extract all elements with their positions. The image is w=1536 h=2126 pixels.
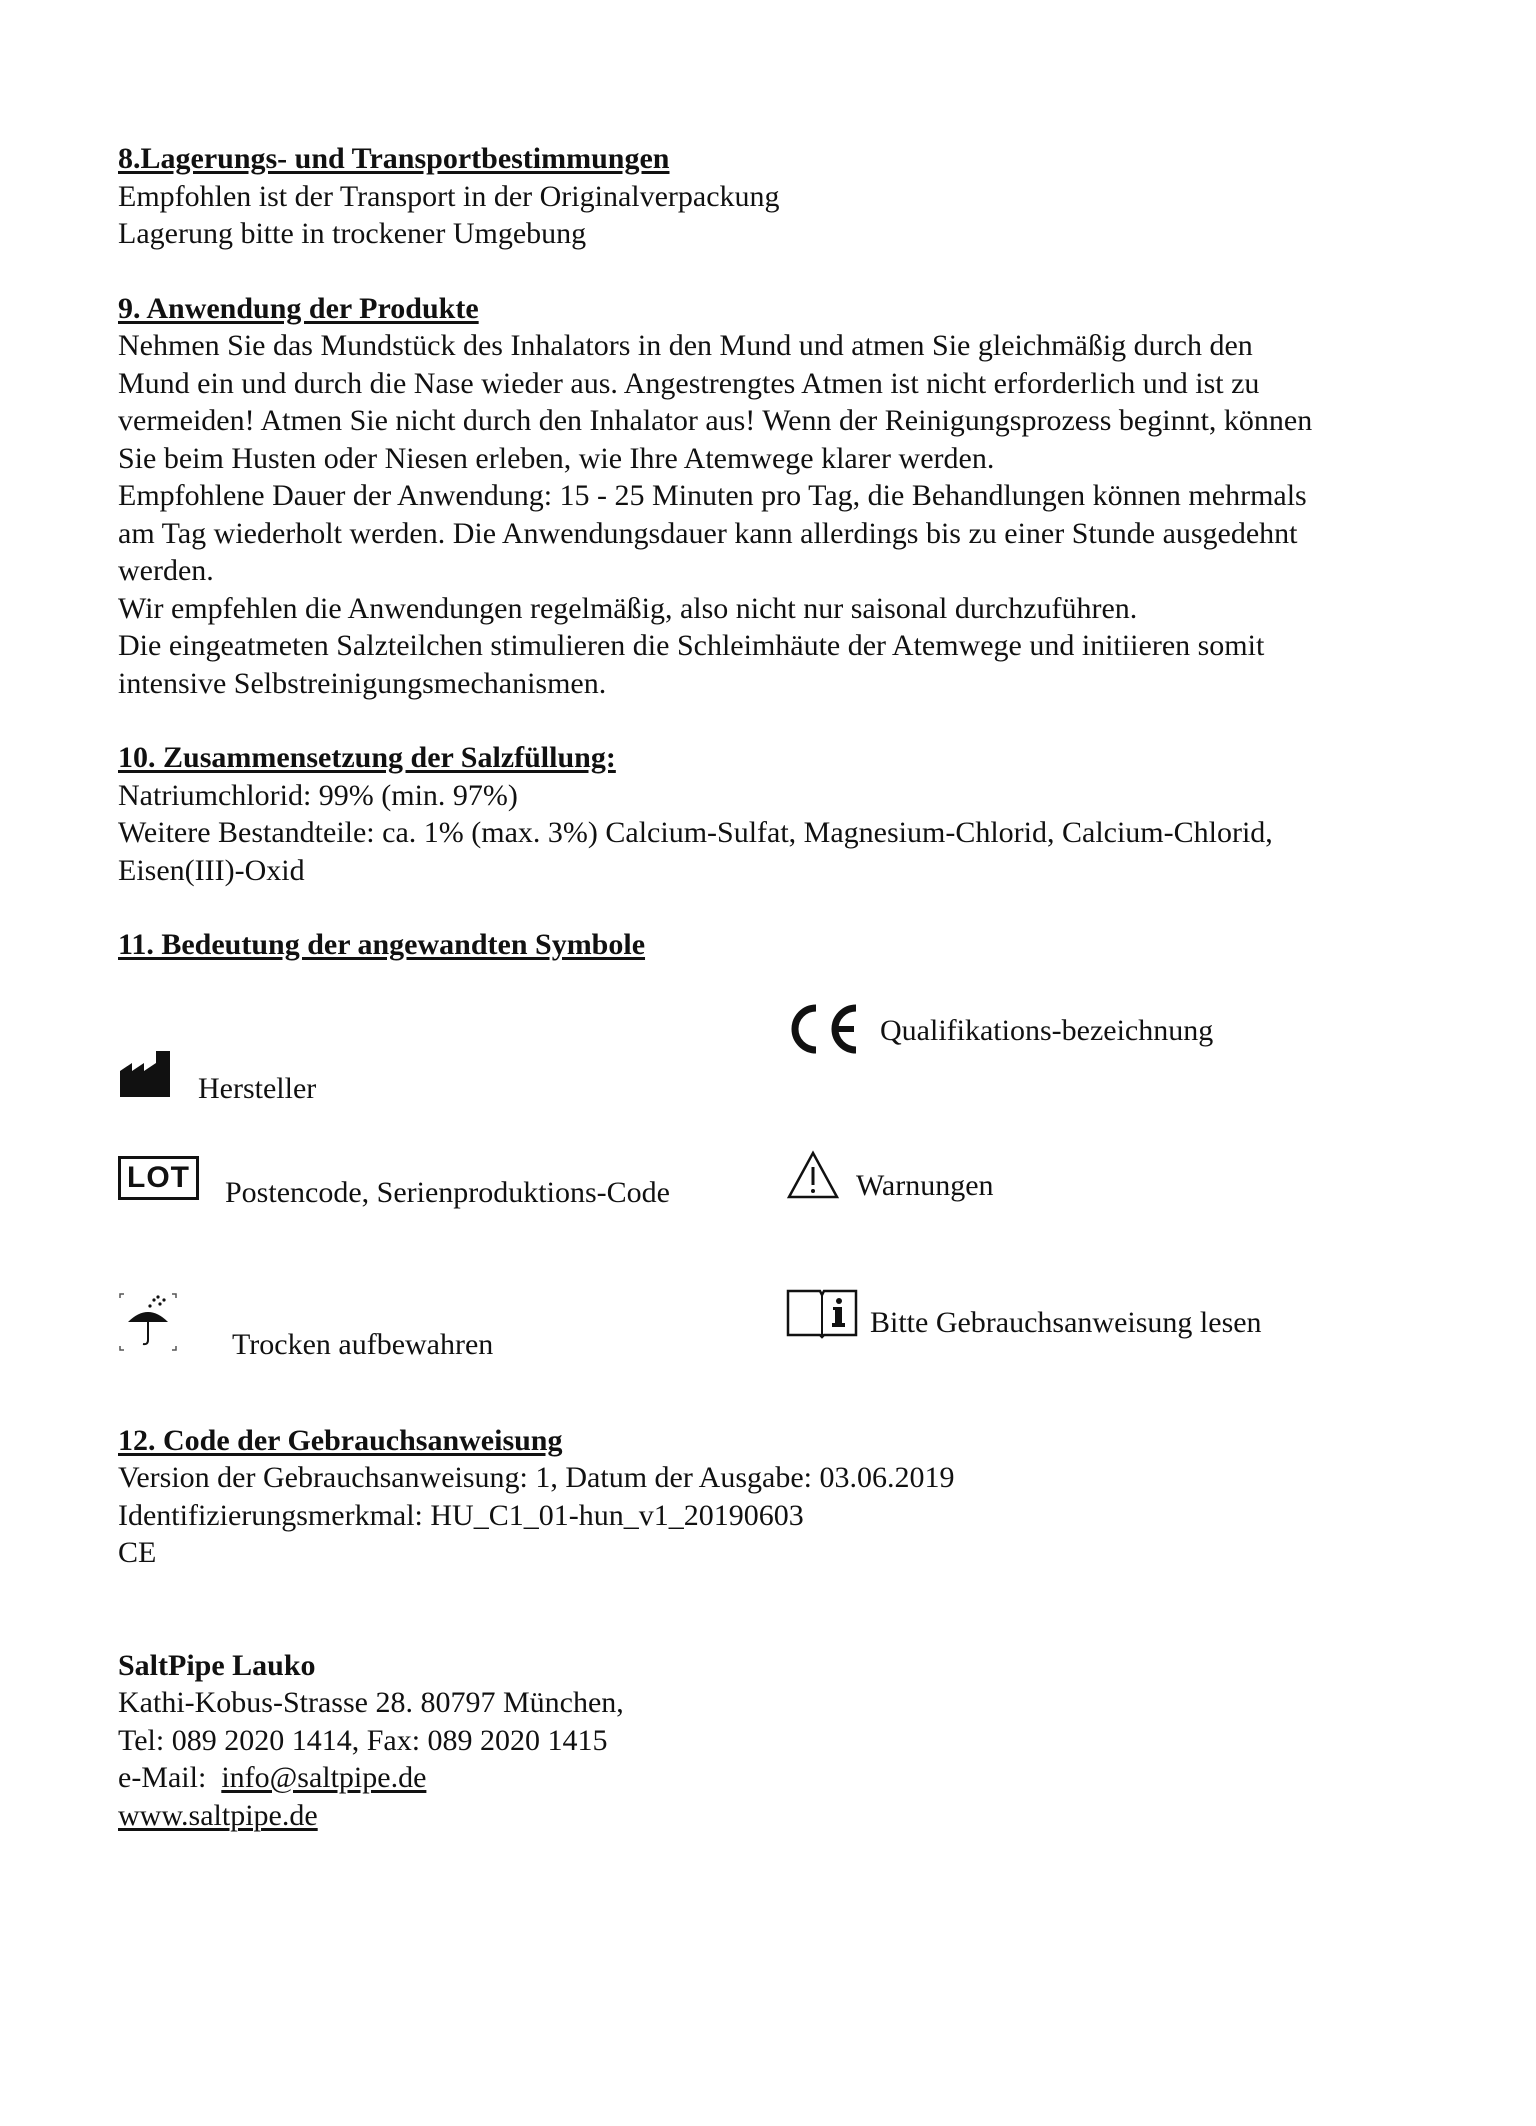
phone-fax: Tel: 089 2020 1414, Fax: 089 2020 1415 bbox=[118, 1723, 608, 1757]
lot-icon bbox=[118, 1156, 199, 1200]
text-line: Natriumchlorid: 99% (min. 97%) bbox=[118, 778, 518, 812]
section-usage bbox=[118, 290, 1438, 703]
text-line: Lagerung bitte in trockener Umgebung bbox=[118, 217, 587, 250]
symbol-dry bbox=[118, 1282, 493, 1364]
symbol-label: Bitte Gebrauchsanweisung lesen bbox=[870, 1305, 1262, 1339]
section-symbols bbox=[118, 926, 1438, 1384]
text-line: intensive Selbstreinigungsmechanismen. bbox=[118, 666, 607, 700]
section-heading: 10. Zusammensetzung der Salzfüllung: bbox=[118, 741, 616, 774]
email-line bbox=[118, 1759, 1438, 1797]
text-line: Empfohlen ist der Transport in der Originalverpackung bbox=[118, 179, 780, 213]
website-line bbox=[118, 1797, 1438, 1835]
symbol-manual bbox=[786, 1284, 1262, 1342]
symbols-grid bbox=[118, 964, 1438, 1384]
open-book-info-icon bbox=[786, 1285, 858, 1339]
symbol-label: Warnungen bbox=[856, 1168, 994, 1202]
email-label: e-Mail: bbox=[118, 1761, 222, 1794]
symbol-label: Hersteller bbox=[198, 1071, 317, 1105]
text-line: am Tag wiederholt werden. Die Anwendungsdauer kann allerdings bis zu einer Stunde ausgedehnt bbox=[118, 516, 1298, 550]
section-storage-transport bbox=[118, 140, 1438, 253]
lot-icon-text: LOT bbox=[127, 1161, 190, 1195]
text-line: Empfohlene Dauer der Anwendung: 15 - 25 Minuten pro Tag, die Behandlungen können mehrmals bbox=[118, 479, 1307, 512]
symbol-manufacturer bbox=[118, 1042, 316, 1108]
symbol-ce bbox=[786, 1002, 1213, 1056]
text-line: vermeiden! Atmen Sie nicht durch den Inhalator aus! Wenn der Reinigungsprozess beginnt, können bbox=[118, 404, 1313, 437]
section-manual-code bbox=[118, 1422, 1438, 1572]
text-line: Identifizierungsmerkmal: HU_C1_01-hun_v1_20190603 bbox=[118, 1498, 804, 1532]
text-line: Version der Gebrauchsanweisung: 1, Datum der Ausgabe: 03.06.2019 bbox=[118, 1461, 955, 1494]
text-line: Weitere Bestandteile: ca. 1% (max. 3%) Calcium-Sulfat, Magnesium-Chlorid, Calcium-Chlorid, bbox=[118, 816, 1273, 849]
website-link[interactable]: www.saltpipe.de bbox=[118, 1798, 318, 1832]
text-line: CE bbox=[118, 1536, 157, 1569]
text-line: Eisen(III)-Oxid bbox=[118, 853, 305, 887]
symbol-label: Postencode, Serienproduktions-Code bbox=[225, 1175, 670, 1209]
section-composition bbox=[118, 739, 1438, 889]
text-line: werden. bbox=[118, 554, 214, 587]
symbol-lot bbox=[118, 1146, 670, 1212]
symbol-warning bbox=[786, 1147, 994, 1205]
company-name: SaltPipe Lauko bbox=[118, 1648, 316, 1682]
text-line: Nehmen Sie das Mundstück des Inhalators in den Mund und atmen Sie gleichmäßig durch den bbox=[118, 329, 1253, 362]
section-heading: 12. Code der Gebrauchsanweisung bbox=[118, 1423, 563, 1457]
symbol-label: Trocken aufbewahren bbox=[232, 1327, 494, 1361]
warning-triangle-icon bbox=[786, 1150, 840, 1200]
factory-icon bbox=[118, 1049, 174, 1099]
text-line: Wir empfehlen die Anwendungen regelmäßig, also nicht nur saisonal durchzuführen. bbox=[118, 591, 1138, 625]
umbrella-rain-icon bbox=[118, 1292, 178, 1352]
text-line: Sie beim Husten oder Niesen erleben, wie Ihre Atemwege klarer werden. bbox=[118, 441, 995, 475]
section-heading: 11. Bedeutung der angewandten Symbole bbox=[118, 928, 646, 961]
address: Kathi-Kobus-Strasse 28. 80797 München, bbox=[118, 1686, 624, 1719]
section-heading: 8.Lagerungs- und Transportbestimmungen bbox=[118, 142, 670, 175]
document-page bbox=[118, 140, 1438, 1834]
contact-block bbox=[118, 1647, 1438, 1835]
symbol-label: Qualifikations-bezeichnung bbox=[880, 1013, 1214, 1047]
section-heading: 9. Anwendung der Produkte bbox=[118, 291, 479, 325]
text-line: Mund ein und durch die Nase wieder aus. Angestrengtes Atmen ist nicht erforderlich und ist zu bbox=[118, 366, 1260, 400]
email-link[interactable]: info@saltpipe.de bbox=[221, 1761, 427, 1794]
ce-mark-icon bbox=[786, 1002, 862, 1056]
text-line: Die eingeatmeten Salzteilchen stimulieren die Schleimhäute der Atemwege und initiieren somit bbox=[118, 629, 1265, 662]
